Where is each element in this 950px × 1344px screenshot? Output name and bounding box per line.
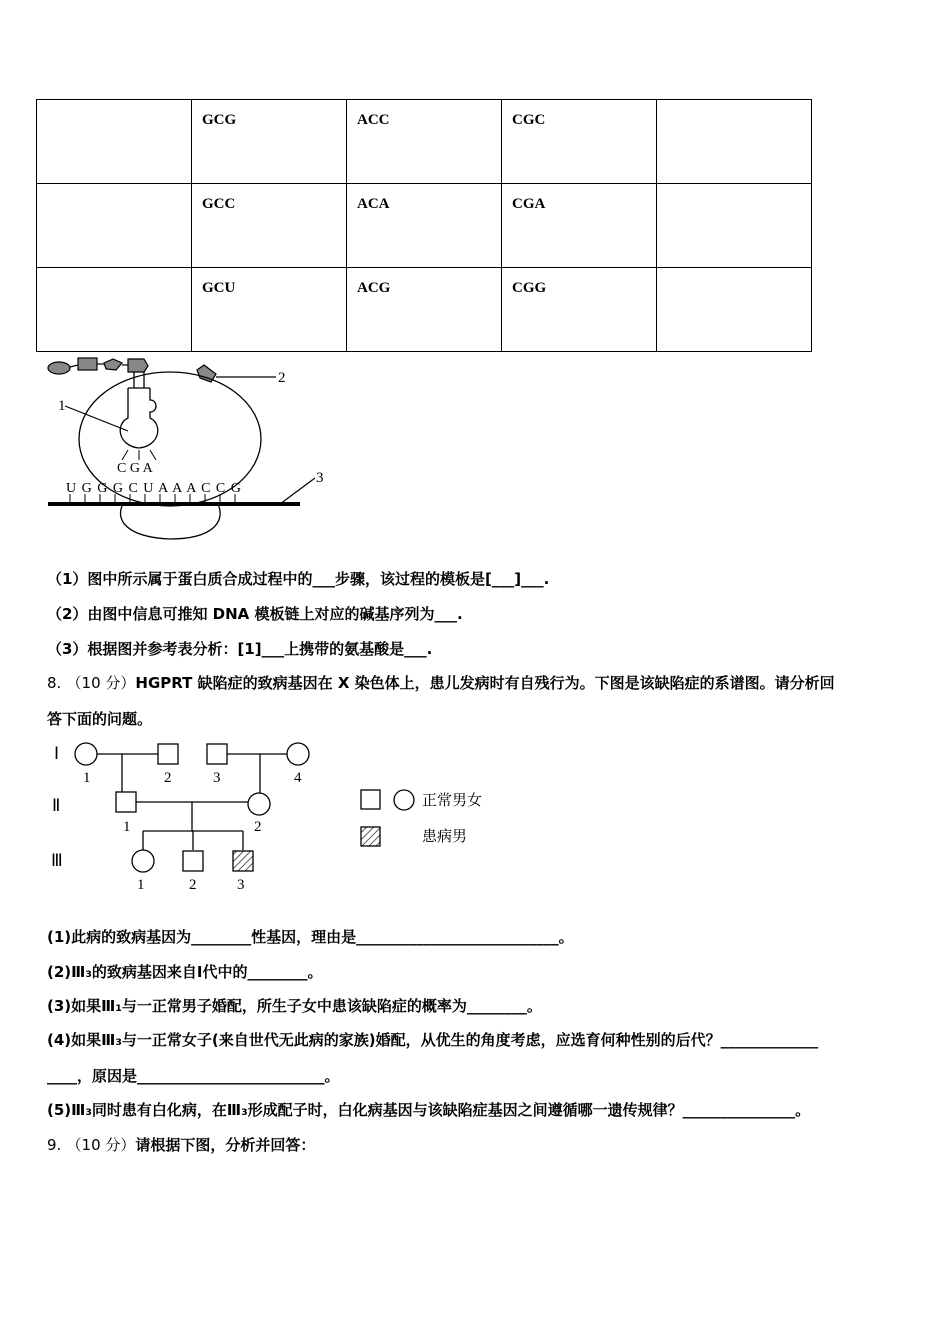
pedigree-female-I4 [287,743,309,765]
q9-intro [47,1134,315,1155]
q9-text: 请根据下图，分析并回答： [135,1136,316,1154]
pedigree-number: 1 [83,770,91,786]
pedigree-affected-male-III3 [233,851,253,871]
q8-sub-3: (3)如果Ⅲ₁与一正常男子婚配，所生子女中患该缺陷症的概率为________。 [47,997,542,1015]
table-cell: ACA [347,184,502,268]
pedigree-number: 2 [254,819,262,835]
trna-icon [120,372,158,448]
q8-intro-text: HGPRT 缺陷症的致病基因在 X 染色体上，患儿发病时有自残行为。下图是该缺陷症的系谱图。请分析回 [135,674,835,692]
table-cell [657,100,812,184]
table-cell: GCU [192,268,347,352]
table-cell: CGA [502,184,657,268]
q7-line-2: （2）由图中信息可推知 DNA 模板链上对应的碱基序列为___. [47,605,463,623]
table-cell: GCC [192,184,347,268]
table-cell: CGG [502,268,657,352]
pedigree-female-I1 [75,743,97,765]
table-cell: ACG [347,268,502,352]
pedigree-male-II1 [116,792,136,812]
pedigree-chart [40,736,520,900]
table-cell [37,268,192,352]
table-cell: CGC [502,100,657,184]
q8-sub-4-cont: ____，原因是_________________________。 [47,1067,340,1085]
table-cell: ACC [347,100,502,184]
polypeptide-chain-icon [48,358,148,374]
table-cell [657,268,812,352]
q8-intro-cont: 答下面的问题。 [47,710,153,728]
question-number: 9. [47,1136,62,1154]
label-1: 1 [58,398,66,414]
table-cell: GCG [192,100,347,184]
pedigree-number: 3 [213,770,221,786]
q8-sub-5: (5)Ⅲ₃同时患有白化病，在Ⅲ₃形成配子时，白化病基因与该缺陷症基因之间遵循哪一遗传规律？_______________。 [47,1101,811,1119]
label-3: 3 [316,470,324,486]
q8-sub-1: (1)此病的致病基因为________性基因，理由是___________________________。 [47,928,574,946]
pedigree-number: 3 [237,877,245,893]
legend-normal-female-icon [394,790,414,810]
generation-I-label: Ⅰ [54,744,60,763]
table-row [37,268,812,352]
table-cell [657,184,812,268]
table-cell [37,184,192,268]
anticodon-text: C G A [117,461,153,476]
generation-III-label: Ⅲ [51,851,63,870]
mrna-sequence: U G G G C U A A A C C G [66,481,242,496]
pedigree-number: 1 [137,877,145,893]
pedigree-number: 2 [189,877,197,893]
q7-line-3: （3）根据图并参考表分析：[1]___上携带的氨基酸是___. [47,640,433,658]
pedigree-number: 2 [164,770,172,786]
legend-normal-label: 正常男女 [422,791,483,809]
pedigree-number: 1 [123,819,131,835]
codon-table [36,99,812,352]
amino-acid-icon [197,365,276,382]
table-cell [37,100,192,184]
q8-sub-4: (4)如果Ⅲ₃与一正常女子(来自世代无此病的家族)婚配，从优生的角度考虑，应选育何种性别的后代？_____________ [47,1031,819,1049]
table-row [37,100,812,184]
pedigree-female-III1 [132,850,154,872]
legend-affected-label: 患病男 [422,827,468,845]
table-row [37,184,812,268]
legend-affected-male-icon [361,827,380,846]
q8-sub-2: (2)Ⅲ₃的致病基因来自Ⅰ代中的________。 [47,963,323,981]
pedigree-male-I3 [207,744,227,764]
pedigree-male-III2 [183,851,203,871]
pedigree-number: 4 [294,770,302,786]
q7-line-1: （1）图中所示属于蛋白质合成过程中的___步骤，该过程的模板是[___]___. [47,570,550,588]
pedigree-male-I2 [158,744,178,764]
ribosome-small-subunit [120,504,220,539]
pedigree-female-II2 [248,793,270,815]
generation-II-label: Ⅱ [52,796,61,815]
translation-figure [40,354,340,550]
label-2: 2 [278,370,286,386]
question-score: （10 分） [66,674,136,692]
legend-normal-male-icon [361,790,380,809]
q8-intro [47,672,835,693]
question-score: （10 分） [66,1136,136,1154]
question-number: 8. [47,674,62,692]
